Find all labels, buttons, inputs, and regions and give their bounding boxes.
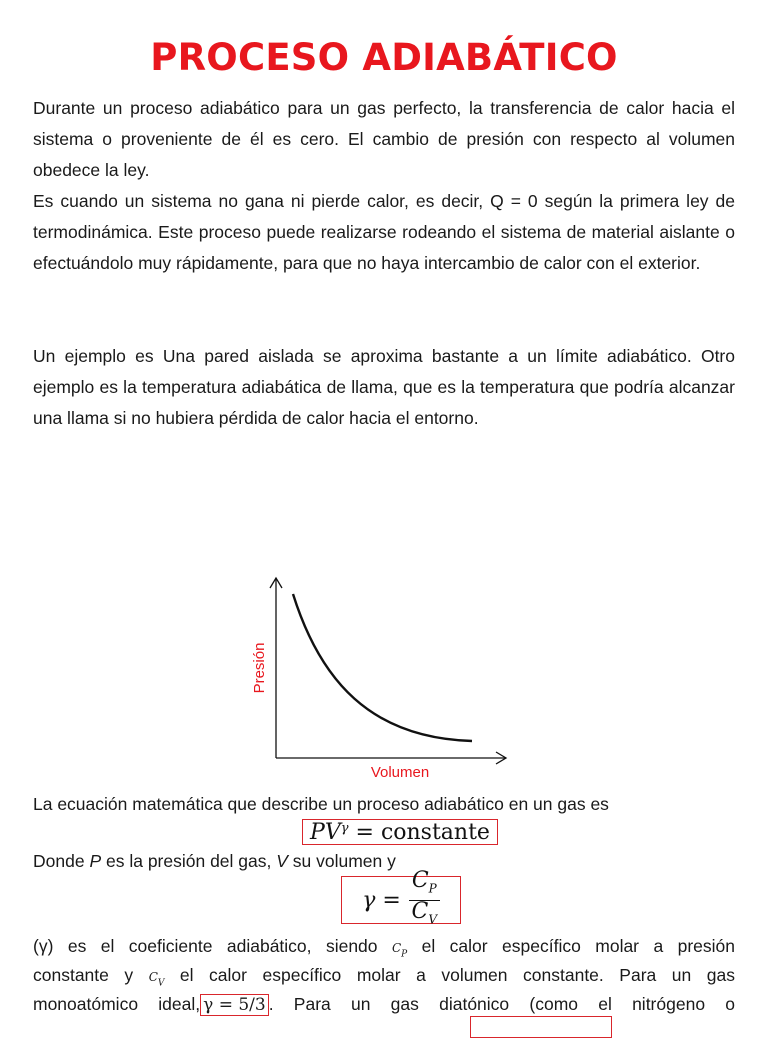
x-axis-label: Volumen [370, 764, 430, 781]
equation-diatomic-cropped [470, 1016, 612, 1038]
eq1-lhs: PV [310, 819, 341, 845]
pv-graph [240, 570, 530, 785]
eq2-fraction: $\frac{C_P}{C_V}$ [409, 871, 440, 929]
equation-gamma-ratio [341, 868, 461, 926]
y-axis-label: Presión [251, 642, 268, 694]
eq1-rhs: = constante [355, 819, 490, 845]
equation-pv-gamma [302, 819, 498, 845]
where-text: Donde P es la presión del gas, V su volumen y [33, 851, 396, 871]
paragraph-gamma: (γ) es el coeficiente adiabático, siendo $C_P$ el calor específico molar a presión constante y $C_V$ el calor específico molar a volumen constante. Para un gas monoatómico ideal, γ = 5/3 . Para un gas diatónico (como el nitrógeno o [33, 936, 736, 1015]
paragraph-intro: Durante un proceso adiabático para un gas perfecto, la transferencia de calor hacia el sistema o proveniente de él es cero. El cambio de presión con respecto al volumen obedece la ley. [33, 98, 735, 180]
page-title: PROCESO ADIABÁTICO [150, 36, 618, 79]
paragraph-examples: Un ejemplo es Una pared aislada se aproxima bastante a un límite adiabático. Otro ejemplo es la temperatura adiabática de llama, que es la temperatura que podría alcanzar una llama si no hubiera pérdida de calor hacia el entorno. [33, 346, 735, 428]
paragraph-definition: Es cuando un sistema no gana ni pierde calor, es decir, Q = 0 según la primera ley de termodinámica. Este proceso puede realizarse rodeando el sistema de material aislante o efectuándolo muy rápidamente, para que no haya intercambio de calor con el exterior. [33, 191, 735, 273]
equation-gamma-monoatomic: γ = 5/3 [200, 994, 269, 1016]
eq2-lhs: γ = [362, 887, 401, 913]
eq1-exponent: γ [340, 820, 349, 836]
adiabatic-curve [293, 594, 472, 741]
equation-intro: La ecuación matemática que describe un proceso adiabático en un gas es [33, 794, 609, 814]
